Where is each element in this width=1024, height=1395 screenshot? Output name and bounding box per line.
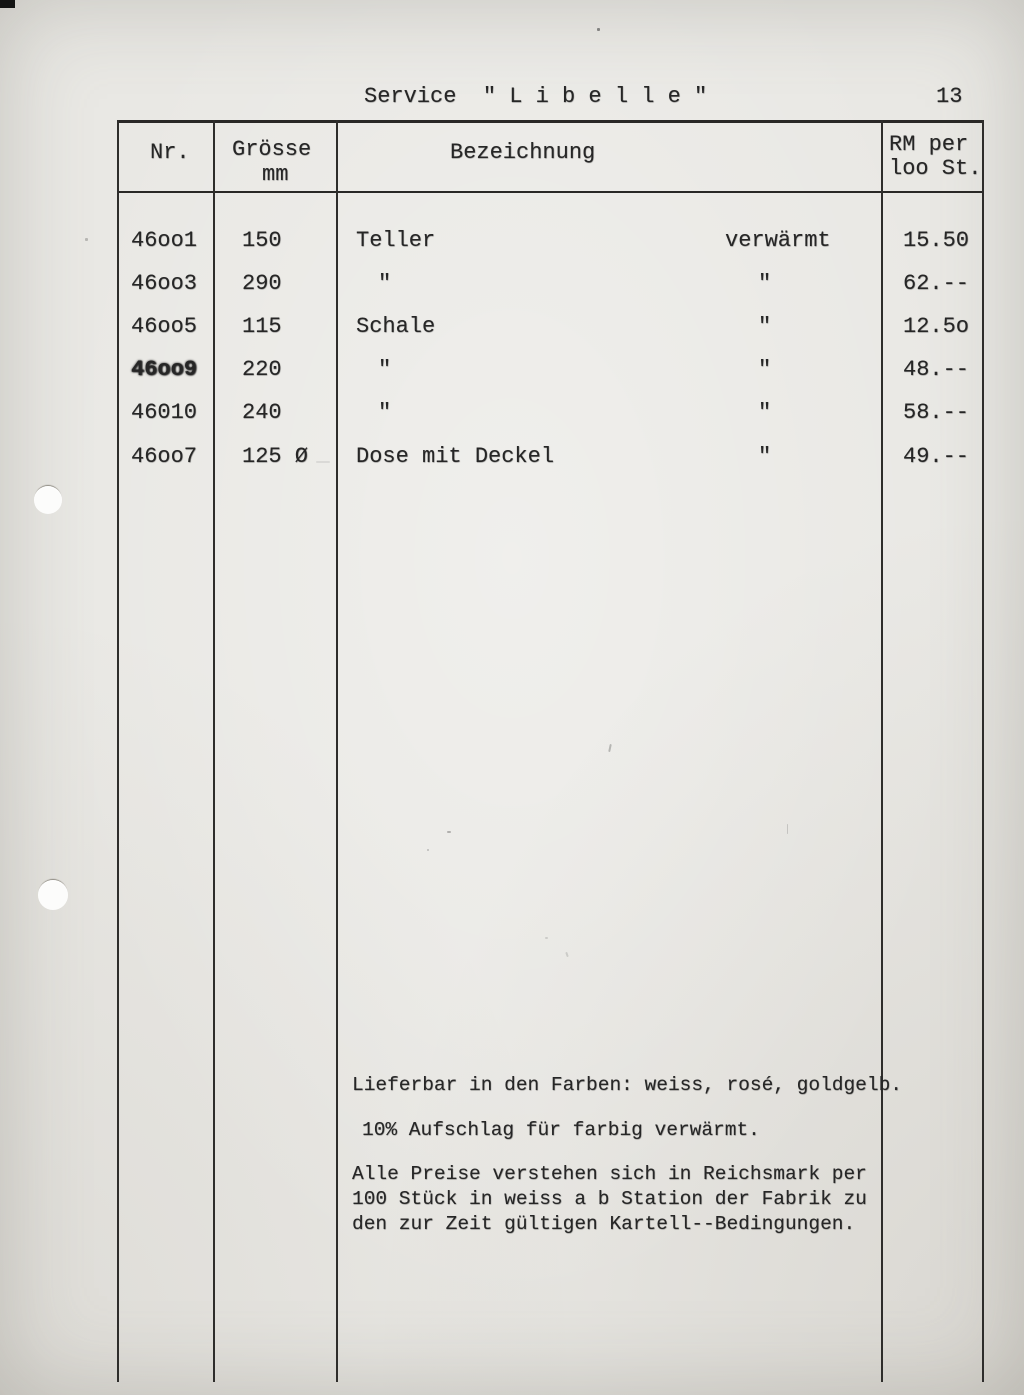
cell-nr: 46oo5 xyxy=(131,314,198,339)
table-row xyxy=(0,228,1024,258)
column-header-size: Grösse xyxy=(232,137,312,162)
page-number: 13 xyxy=(936,84,963,109)
cell-size: 220 xyxy=(242,357,282,382)
table-vertical-rule-desc-price xyxy=(881,120,883,1382)
cell-size: 150 xyxy=(242,228,282,253)
table-top-rule xyxy=(117,120,984,123)
cell-finish-ditto: " xyxy=(758,314,772,339)
scan-speck xyxy=(787,824,788,834)
cell-price: 15.50 xyxy=(903,228,970,253)
cell-finish: verwärmt xyxy=(725,228,831,253)
punch-hole xyxy=(38,880,68,910)
table-row xyxy=(0,314,1024,344)
scan-speck xyxy=(565,952,569,957)
cell-size: 290 xyxy=(242,271,282,296)
cell-nr: 46oo3 xyxy=(131,271,198,296)
column-header-price-unit: loo St. xyxy=(889,156,982,181)
cell-description-ditto: " xyxy=(378,357,392,382)
cell-finish-ditto: " xyxy=(758,444,772,469)
note-terms-line: Alle Preise verstehen sich in Reichsmark per xyxy=(352,1163,867,1185)
cell-size: 125 Ø xyxy=(242,444,309,469)
cell-size: 115 xyxy=(242,314,282,339)
cell-price: 48.-- xyxy=(903,357,970,382)
cell-finish-ditto: " xyxy=(758,357,772,382)
note-available-colors: Lieferbar in den Farben: weiss, rosé, goldgelb. xyxy=(352,1074,902,1096)
cell-finish-ditto: " xyxy=(758,400,772,425)
column-header-nr: Nr. xyxy=(150,140,190,165)
cell-description-ditto: " xyxy=(378,271,392,296)
table-header-rule xyxy=(117,191,984,193)
table-vertical-rule-size-desc xyxy=(336,120,338,1382)
table-row xyxy=(0,400,1024,430)
note-color-surcharge: 10% Aufschlag für farbig verwärmt. xyxy=(362,1119,760,1141)
table-vertical-rule-right xyxy=(982,120,984,1382)
note-terms-line: den zur Zeit gültigen Kartell--Bedingungen. xyxy=(352,1213,856,1235)
scan-corner-mark xyxy=(0,0,15,8)
cell-nr: 46010 xyxy=(131,400,198,425)
table-row xyxy=(0,271,1024,301)
cell-price: 58.-- xyxy=(903,400,970,425)
cell-finish-ditto: " xyxy=(758,271,772,296)
cell-nr: 46oo7 xyxy=(131,444,198,469)
column-header-price: RM per xyxy=(889,132,969,157)
scan-speck xyxy=(427,849,429,851)
cell-size: 240 xyxy=(242,400,282,425)
cell-description: Teller xyxy=(356,228,436,253)
cell-description: Dose mit Deckel xyxy=(356,444,555,469)
cell-price: 12.5o xyxy=(903,314,970,339)
scan-speck xyxy=(597,28,600,31)
cell-price: 62.-- xyxy=(903,271,970,296)
scan-speck xyxy=(608,744,612,752)
cell-price: 49.-- xyxy=(903,444,970,469)
note-terms-line: 100 Stück in weiss a b Station der Fabrik zu xyxy=(352,1188,867,1210)
column-header-size-unit: mm xyxy=(262,162,289,187)
cell-nr: 46oo1 xyxy=(131,228,198,253)
table-row xyxy=(0,444,1024,474)
cell-nr-overtyped: 46oo9 xyxy=(131,357,198,382)
cell-description: Schale xyxy=(356,314,436,339)
scan-speck xyxy=(447,831,451,833)
table-vertical-rule-nr-size xyxy=(213,120,215,1382)
column-header-description: Bezeichnung xyxy=(450,140,596,165)
table-vertical-rule-left xyxy=(117,120,119,1382)
table-row xyxy=(0,357,1024,387)
page-title: Service " L i b e l l e " xyxy=(364,84,708,109)
punch-hole xyxy=(34,486,62,514)
cell-description-ditto: " xyxy=(378,400,392,425)
scan-speck xyxy=(545,937,548,939)
